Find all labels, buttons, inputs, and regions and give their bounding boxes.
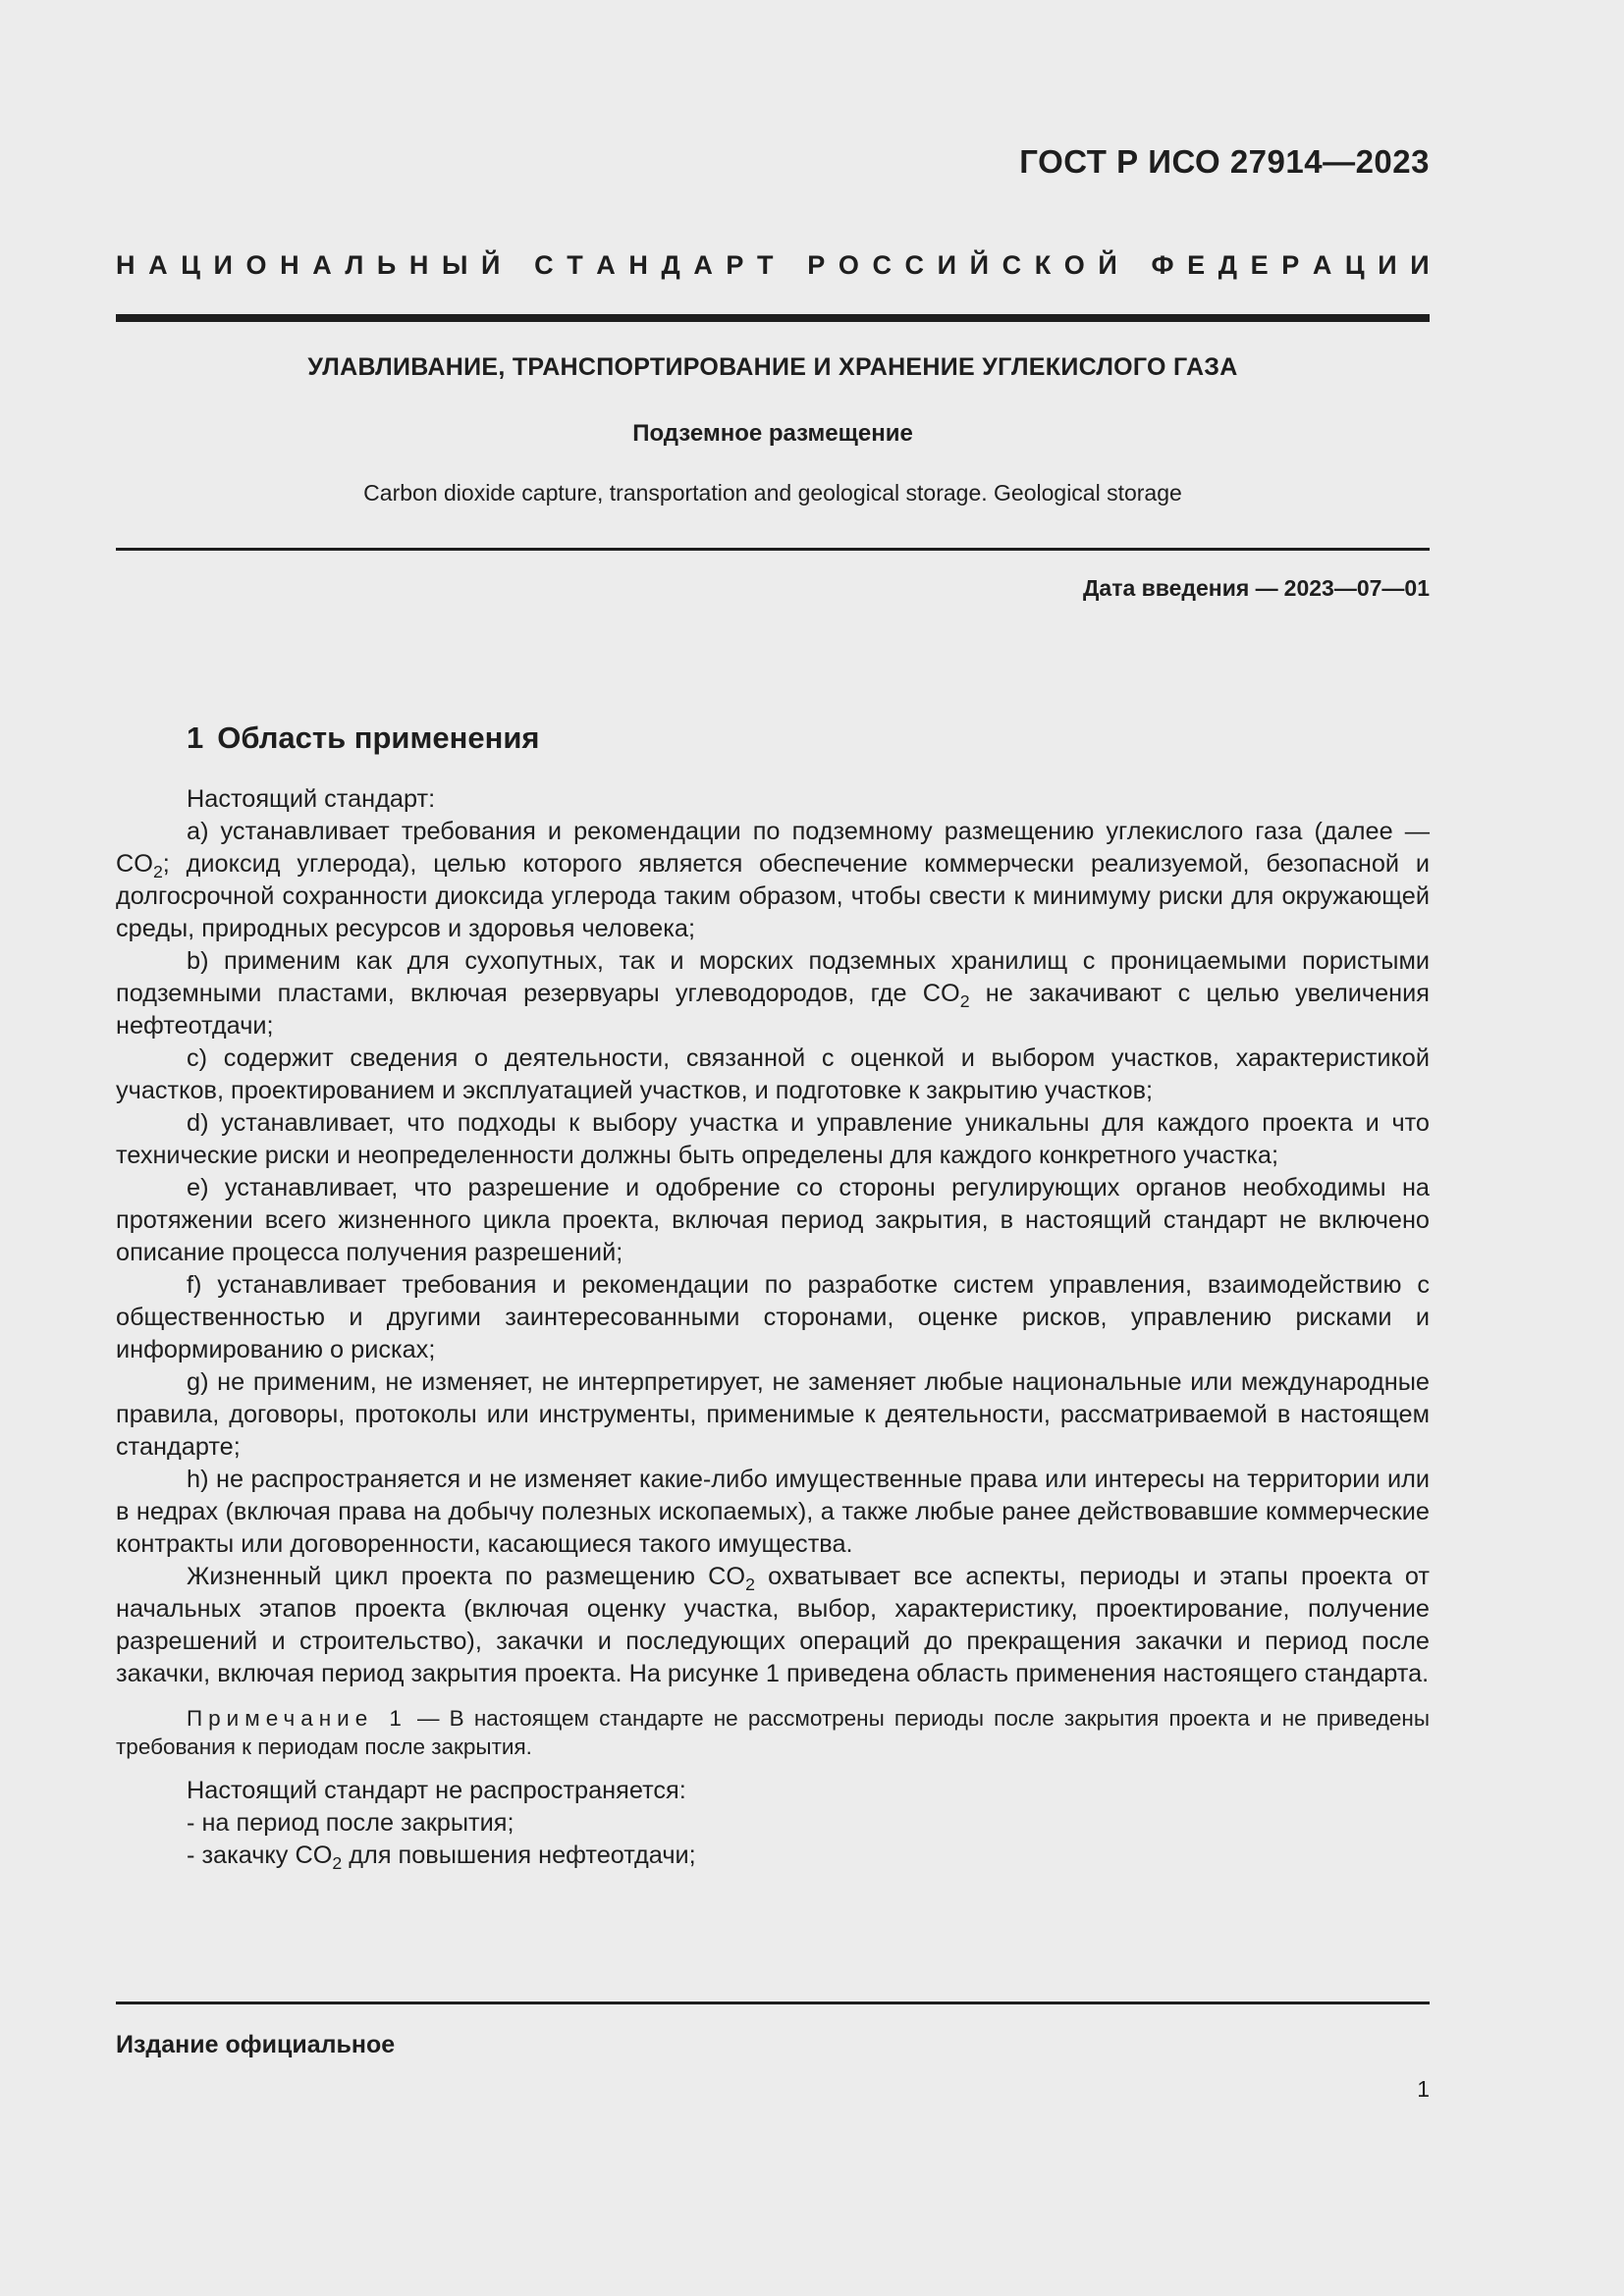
banner-letter: Л — [345, 250, 364, 280]
banner-letter: Ц — [1344, 250, 1365, 280]
banner-letter: И — [213, 250, 233, 280]
banner-letter: А — [312, 250, 332, 280]
banner-letter: А — [148, 250, 168, 280]
effective-date-label: Дата введения — — [1083, 575, 1278, 601]
page-number: 1 — [1417, 2076, 1430, 2102]
item-h: h) не распространяется и не изменяет какие-либо имущественные права или интересы на территории или в недрах (включая права на добычу полезных ископаемых), а также любые ранее действовавшие коммерческие контракты или договоренности, касающиеся такого имущества. — [116, 1466, 1430, 1558]
footer-rule — [116, 2002, 1430, 2004]
banner-letter: С — [872, 250, 892, 280]
note-text: — В настоящем стандарте не рассмотрены периоды после закрытия проекта и не приведены требования к периодам после закрытия. — [116, 1706, 1430, 1759]
item-a-text-2: ; диоксид углерода), целью которого является обеспечение коммерчески реализуемой, безопасной и долгосрочной сохранности диоксида углерода таким образом, чтобы свести к минимуму риски для окружающей среды, природных ресурсов и здоровья человека; — [116, 850, 1430, 942]
banner-letter: Ф — [1151, 250, 1174, 280]
item-f: f) устанавливает требования и рекомендации по разработке систем управления, взаимодействию с общественностью и другими заинтересованными сторонами, оценке рисков, управлению рисками и информированию о рисках; — [116, 1271, 1430, 1363]
section-number: 1 — [187, 721, 204, 755]
body-text — [116, 783, 1430, 1872]
lifecycle-text-1: Жизненный цикл проекта по размещению CO — [187, 1563, 746, 1590]
banner-letter: А — [1312, 250, 1332, 280]
banner-letter: Д — [1218, 250, 1238, 280]
banner-letter: С — [1001, 250, 1022, 280]
banner-letter: Ц — [181, 250, 200, 280]
co2-subscript: 2 — [959, 991, 970, 1012]
banner-letter: Й — [1098, 250, 1117, 280]
item-g: g) не применим, не изменяет, не интерпретирует, не заменяет любые национальные или международные правила, договоры, протоколы или инструменты, применимые к деятельности, рассматриваемой в настоящем стандарте; — [116, 1368, 1430, 1461]
banner-letter: Н — [408, 250, 429, 280]
banner-letter: О — [245, 250, 267, 280]
banner-letter: Д — [661, 250, 680, 280]
banner-letter: Т — [757, 250, 774, 280]
standard-designation: ГОСТ Р ИСО 27914—2023 — [1019, 143, 1430, 180]
effective-date-value: 2023—07—01 — [1283, 575, 1430, 601]
banner-letter: Ь — [376, 250, 397, 280]
item-a-text-1: a) устанавливает требования и рекомендации по подземному размещению углекислого газа (далее — CO — [116, 818, 1430, 878]
exclusion-item-2 — [116, 1840, 1430, 1872]
exclusion-2-text-1: - закачку CO — [187, 1842, 333, 1869]
banner-letter: Н — [628, 250, 648, 280]
item-c: c) содержит сведения о деятельности, связанной с оценкой и выбором участков, характеристикой участков, проектированием и эксплуатацией участков, и подготовке к закрытию участков; — [116, 1044, 1430, 1104]
lifecycle-paragraph — [116, 1561, 1430, 1690]
banner-letter: И — [937, 250, 957, 280]
banner-letter: Р — [807, 250, 826, 280]
header-thick-rule — [116, 314, 1430, 322]
exclusions-intro: Настоящий стандарт не распространяется: — [187, 1777, 686, 1804]
banner-letter: О — [838, 250, 859, 280]
banner-letter: К — [1034, 250, 1052, 280]
banner-letter: С — [904, 250, 925, 280]
banner-letter: И — [1410, 250, 1430, 280]
exclusion-2-text-2: для повышения нефтеотдачи; — [342, 1842, 696, 1869]
banner-letter: Р — [726, 250, 744, 280]
banner-letter: Е — [1187, 250, 1206, 280]
effective-date — [1083, 575, 1430, 602]
note-1 — [116, 1704, 1430, 1761]
banner-letter: Е — [1250, 250, 1269, 280]
item-b — [116, 945, 1430, 1042]
banner-space — [514, 250, 521, 281]
exclusion-item-1: - на период после закрытия; — [187, 1809, 514, 1837]
item-d: d) устанавливает, что подходы к выбору участка и управление уникальны для каждого проекта и что технические риски и неопределенности должны быть определены для каждого конкретного участка; — [116, 1109, 1430, 1169]
item-b-text-1: b) применим как для сухопутных, так и морских подземных хранилищ с проницаемыми пористыми подземными пластами, включая резервуары углеводородов, где CO — [116, 947, 1430, 1007]
official-edition-label: Издание официальное — [116, 2031, 396, 2058]
national-standard-banner — [116, 250, 1430, 281]
banner-letter: А — [596, 250, 616, 280]
banner-letter: Т — [567, 250, 583, 280]
title-rule — [116, 548, 1430, 551]
note-label: Примечание 1 — [187, 1706, 407, 1731]
banner-space — [786, 250, 794, 281]
banner-letter: О — [1063, 250, 1085, 280]
item-b-text-2: не закачивают с целью увеличения нефтеотдачи; — [116, 980, 1430, 1040]
banner-space — [1130, 250, 1138, 281]
english-title: Carbon dioxide capture, transportation and geological storage. Geological storage — [363, 480, 1182, 506]
co2-subscript: 2 — [152, 862, 163, 882]
banner-letter: И — [1378, 250, 1397, 280]
item-e: e) устанавливает, что разрешение и одобрение со стороны регулирующих органов необходимы на протяжении всего жизненного цикла проекта, включая период закрытия, в настоящий стандарт не включено описание процесса получения разрешений; — [116, 1174, 1430, 1266]
intro-paragraph: Настоящий стандарт: — [187, 785, 436, 813]
banner-letter: Й — [480, 250, 501, 280]
banner-letter: Р — [1281, 250, 1300, 280]
banner-letter: С — [534, 250, 554, 280]
banner-letter: Н — [280, 250, 299, 280]
banner-letter: Н — [116, 250, 135, 280]
section-heading — [187, 721, 540, 756]
banner-letter: Ы — [441, 250, 468, 280]
document-title: УЛАВЛИВАНИЕ, ТРАНСПОРТИРОВАНИЕ И ХРАНЕНИЕ УГЛЕКИСЛОГО ГАЗА — [307, 353, 1238, 381]
item-a — [116, 816, 1430, 945]
co2-subscript: 2 — [745, 1575, 755, 1595]
lifecycle-text-2: охватывает все аспекты, периоды и этапы проекта от начальных этапов проекта (включая оценку участка, выбор, характеристику, проектирование, получение разрешений и строительство), закачки и последующих операций до прекращения закачки и период после закачки, включая период закрытия проекта. На рисунке 1 приведена область применения настоящего стандарта. — [116, 1563, 1430, 1687]
banner-letter: Й — [969, 250, 990, 280]
section-title: Область применения — [217, 721, 540, 755]
banner-letter: А — [693, 250, 713, 280]
co2-subscript: 2 — [332, 1853, 343, 1874]
document-subtitle: Подземное размещение — [632, 420, 913, 447]
